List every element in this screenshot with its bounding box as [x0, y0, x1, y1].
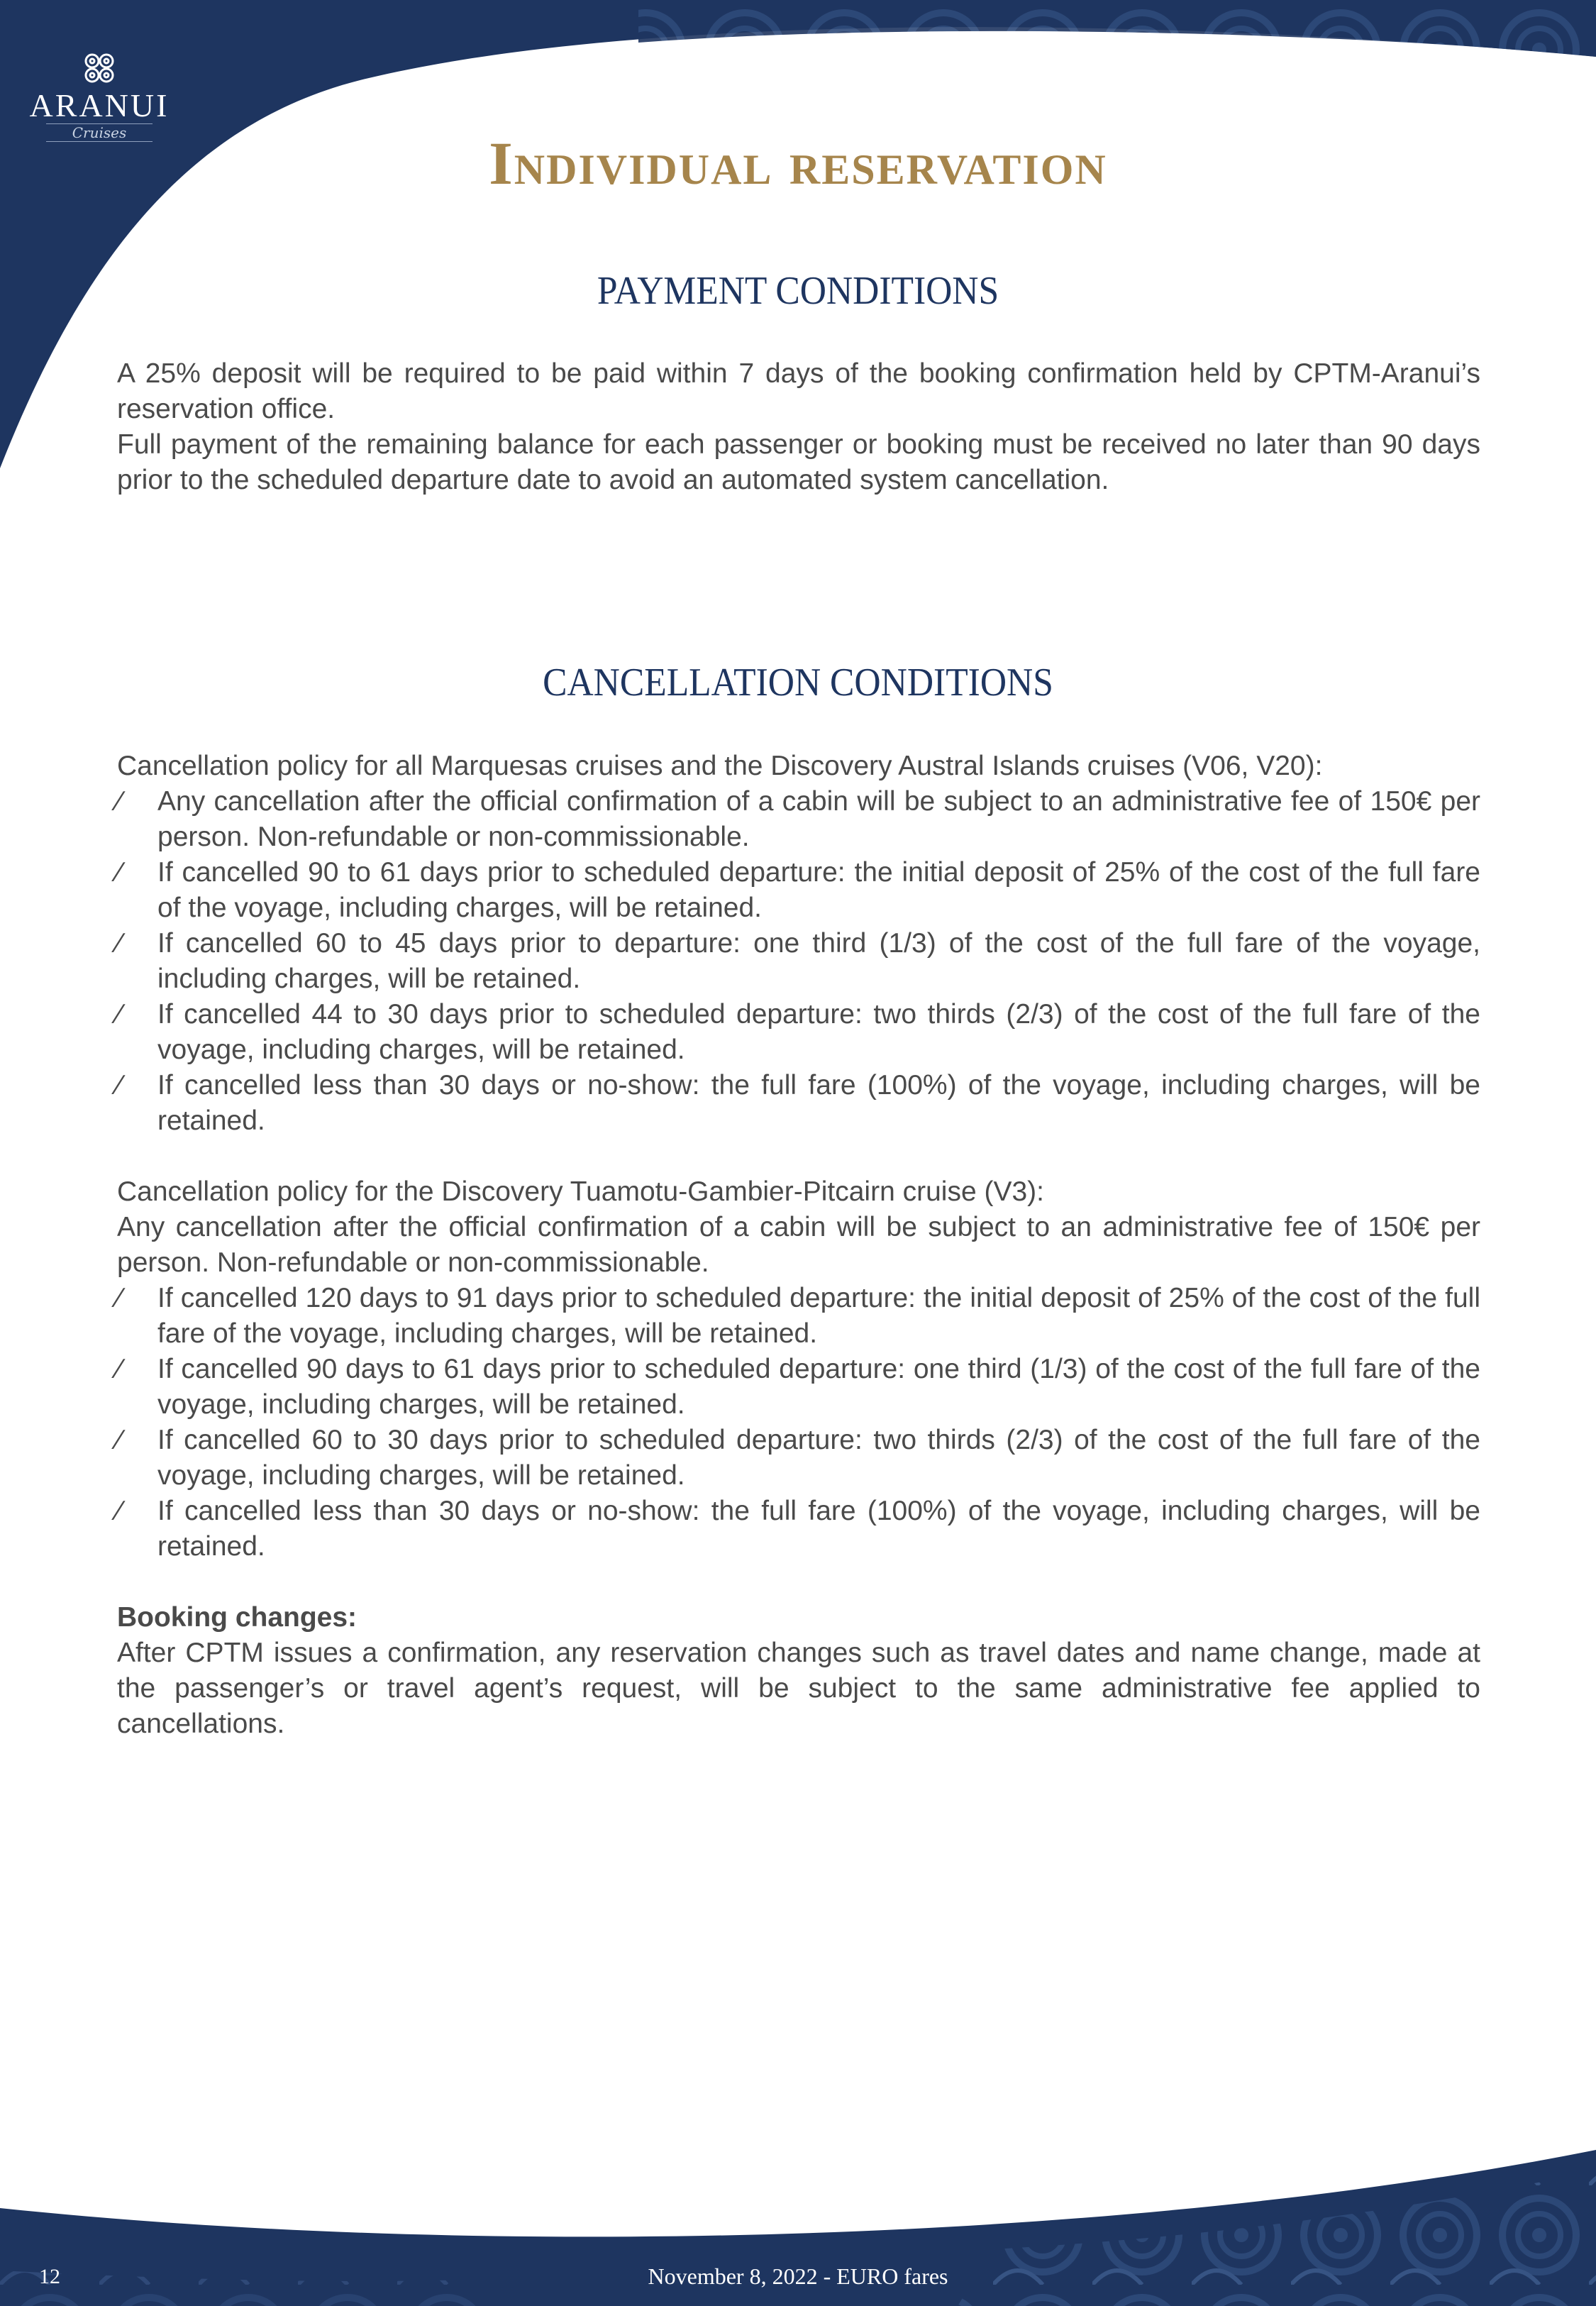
- list-item: ⁄ If cancelled less than 30 days or no-show: the full fare (100%) of the voyage, including charges, will be retained.: [117, 1494, 1480, 1565]
- slash-bullet-icon: ⁄: [117, 1425, 122, 1455]
- policy2-note: Any cancellation after the official confirmation of a cabin will be subject to an administrative fee of 150€ per person. Non-refundable or non-commissionable.: [117, 1212, 1480, 1278]
- cancellation-heading: CANCELLATION CONDITIONS: [543, 661, 1053, 705]
- slash-bullet-icon: ⁄: [117, 857, 122, 888]
- slash-bullet-icon: ⁄: [117, 1354, 122, 1384]
- list-item: ⁄ If cancelled 90 days to 61 days prior to scheduled departure: one third (1/3) of the cost of the full fare of the voyage, including charges, will be retained.: [117, 1352, 1480, 1423]
- list-item: ⁄ If cancelled 120 days to 91 days prior to scheduled departure: the initial deposit of 25% of the cost of the full fare of the voyage, including charges, will be retained.: [117, 1281, 1480, 1352]
- cancellation-conditions: [117, 749, 1480, 1742]
- payment-paragraph: A 25% deposit will be required to be paid within 7 days of the booking confirmation held by CPTM-Aranui’s reservation office.: [117, 358, 1480, 424]
- payment-conditions: [117, 356, 1480, 498]
- payment-heading: PAYMENT CONDITIONS: [597, 269, 999, 313]
- slash-bullet-icon: ⁄: [117, 786, 122, 817]
- payment-paragraph: Full payment of the remaining balance for each passenger or booking must be received no later than 90 days prior to the scheduled departure date to avoid an automated system cancellation.: [117, 429, 1480, 495]
- booking-changes-text: After CPTM issues a confirmation, any reservation changes such as travel dates and name change, made at the passenger’s or travel agent’s request, will be subject to the same administrative fee applied to cancellations.: [117, 1638, 1480, 1739]
- list-item: ⁄ If cancelled 60 to 45 days prior to departure: one third (1/3) of the cost of the full fare of the voyage, including charges, will be retained.: [117, 926, 1480, 997]
- page-title: Individual reservation: [489, 129, 1107, 197]
- footer-date: November 8, 2022 - EURO fares: [648, 2263, 948, 2289]
- policy2-intro: Cancellation policy for the Discovery Tuamotu-Gambier-Pitcairn cruise (V3):: [117, 1176, 1044, 1207]
- slash-bullet-icon: ⁄: [117, 1070, 122, 1100]
- list-item: ⁄ If cancelled 60 to 30 days prior to scheduled departure: two thirds (2/3) of the cost of the full fare of the voyage, including charges, will be retained.: [117, 1423, 1480, 1494]
- aranui-emblem-icon: [82, 51, 116, 85]
- slash-bullet-icon: ⁄: [117, 1496, 122, 1526]
- slash-bullet-icon: ⁄: [117, 999, 122, 1030]
- slash-bullet-icon: ⁄: [117, 928, 122, 959]
- list-item: ⁄ If cancelled less than 30 days or no-show: the full fare (100%) of the voyage, including charges, will be retained.: [117, 1068, 1480, 1139]
- brand-tagline: Cruises: [46, 123, 153, 142]
- list-item: ⁄ If cancelled 90 to 61 days prior to scheduled departure: the initial deposit of 25% of the cost of the full fare of the voyage, including charges, will be retained.: [117, 855, 1480, 926]
- list-item: ⁄ Any cancellation after the official confirmation of a cabin will be subject to an administrative fee of 150€ per person. Non-refundable or non-commissionable.: [117, 784, 1480, 855]
- page-number: 12: [39, 2265, 60, 2288]
- booking-changes-label: Booking changes:: [117, 1602, 358, 1633]
- policy1-intro: Cancellation policy for all Marquesas cruises and the Discovery Austral Islands cruises (V06, V20):: [117, 751, 1323, 781]
- policy2-list: [117, 1281, 1480, 1565]
- policy1-list: [117, 784, 1480, 1139]
- slash-bullet-icon: ⁄: [117, 1283, 122, 1313]
- brand-name: ARANUI: [29, 87, 170, 123]
- list-item: ⁄ If cancelled 44 to 30 days prior to scheduled departure: two thirds (2/3) of the cost of the full fare of the voyage, including charges, will be retained.: [117, 997, 1480, 1068]
